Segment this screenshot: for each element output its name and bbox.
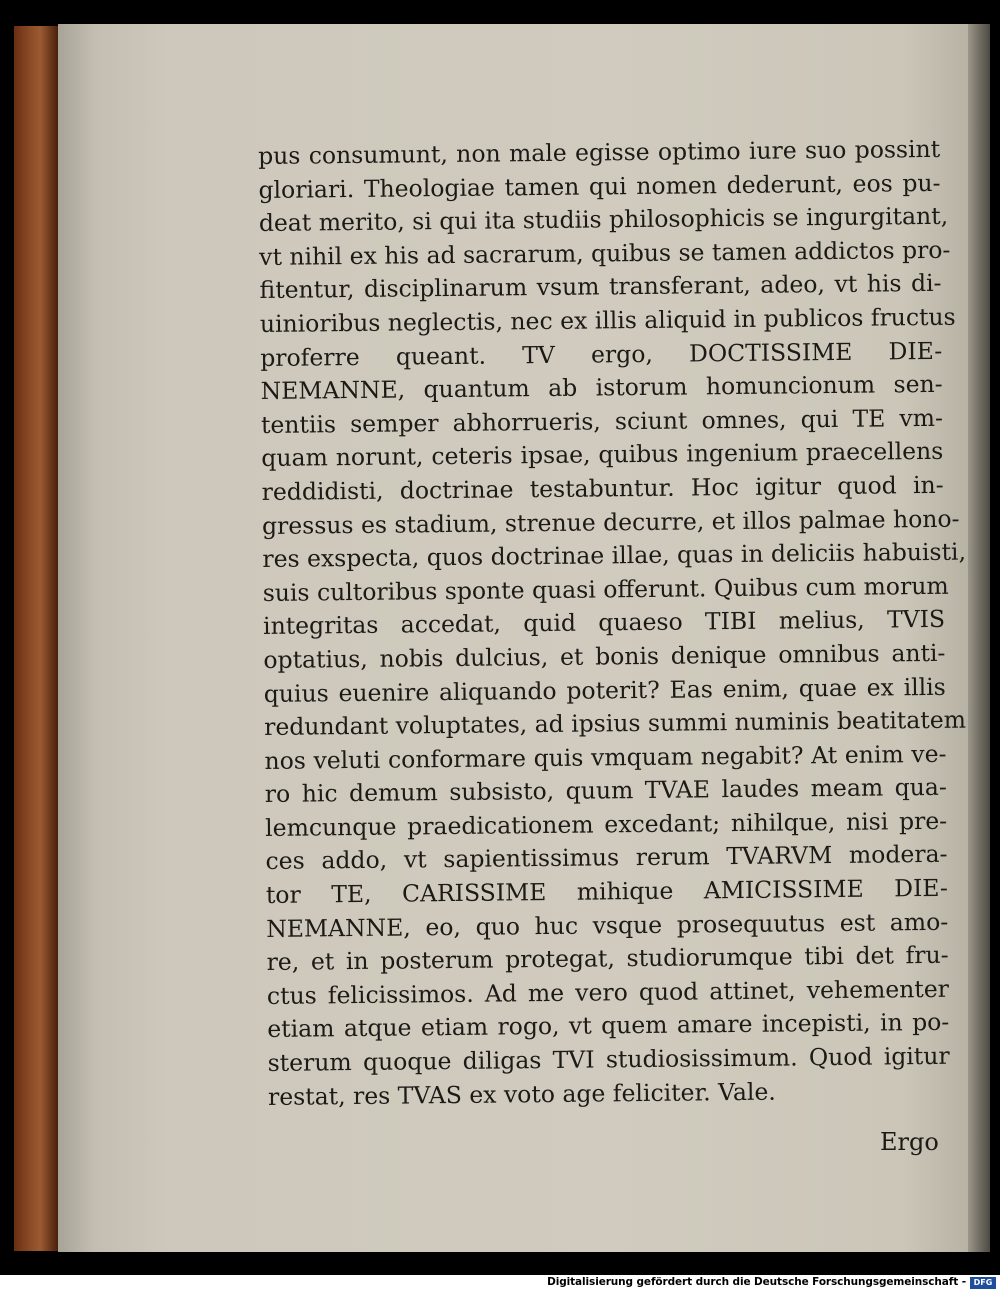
- page-gutter-shadow: [968, 24, 990, 1252]
- text-line: tentiis semper abhorrueris, sciunt omnes, qui TE vm-: [260, 403, 944, 439]
- text-line: suis cultoribus sponte quasi offerunt. Quibus cum morum: [262, 571, 949, 607]
- text-line: optatius, nobis dulcius, et bonis denique omnibus anti-: [263, 638, 946, 674]
- text-line: ces addo, vt sapientissimus rerum TVARVM modera-: [265, 840, 948, 876]
- digitization-credit: Digitalisierung gefördert durch die Deutsche Forschungsgemeinschaft -: [547, 1276, 966, 1288]
- text-line: ctus felicissimos. Ad me vero quod attinet, vehementer: [266, 974, 950, 1010]
- text-line: gloriari. Theologiae tamen qui nomen dederunt, eos pu-: [258, 168, 941, 204]
- text-line: quam norunt, ceteris ipsae, quibus ingenium praecellens: [261, 437, 944, 473]
- text-line: re, et in posterum protegat, studiorumque tibi det fru-: [266, 941, 949, 977]
- page-body-text: [258, 133, 967, 1114]
- text-line: NEMANNE, eo, quo huc vsque prosequutus est amo-: [266, 907, 949, 943]
- text-line: pus consumunt, non male egisse optimo iure suo possint: [258, 134, 941, 170]
- text-line: etiam atque etiam rogo, vt quem amare incepisti, in po-: [267, 1008, 950, 1044]
- text-line: vt nihil ex his ad sacrarum, quibus se tamen addictos pro-: [259, 235, 951, 271]
- text-line: sterum quoque diligas TVI studiosissimum. Quod igitur: [267, 1041, 950, 1077]
- text-line: res exspecta, quos doctrinae illae, quas in deliciis habuisti,: [262, 537, 967, 574]
- catchword: Ergo: [880, 1128, 939, 1156]
- dfg-logo: DFG: [970, 1277, 996, 1289]
- text-line: proferre queant. TV ergo, DOCTISSIME DIE-: [260, 336, 943, 372]
- text-line: uinioribus neglectis, nec ex illis aliquid in publicos fructus: [259, 302, 956, 338]
- text-line: integritas accedat, quid quaeso TIBI melius, TVIS: [262, 605, 946, 641]
- text-line: reddidisti, doctrinae testabuntur. Hoc igitur quod in-: [261, 470, 944, 506]
- text-line: fitentur, disciplinarum vsum transferant, adeo, vt his di-: [259, 269, 942, 305]
- text-line: ro hic demum subsisto, quum TVAE laudes meam qua-: [264, 773, 947, 809]
- text-line: gressus es stadium, strenue decurre, et illos palmae hono-: [261, 504, 960, 540]
- text-line: quius euenire aliquando poterit? Eas enim, quae ex illis: [263, 672, 946, 708]
- text-line: lemcunque praedicationem excedant; nihilque, nisi pre-: [265, 806, 948, 842]
- text-line: deat merito, si qui ita studiis philosophicis se ingurgitant,: [258, 201, 949, 238]
- text-line: NEMANNE, quantum ab istorum homuncionum sen-: [260, 370, 943, 406]
- text-line: redundant voluptates, ad ipsius summi numinis beatitatem: [264, 705, 967, 742]
- footer-bar: [0, 1275, 1000, 1292]
- text-line: nos veluti conformare quis vmquam negabit? At enim ve-: [264, 739, 947, 775]
- text-line: restat, res TVAS ex voto age feliciter. Vale.: [267, 1077, 776, 1111]
- text-line: tor TE, CARISSIME mihique AMICISSIME DIE-: [265, 873, 949, 910]
- book-binding-edge: [14, 26, 58, 1251]
